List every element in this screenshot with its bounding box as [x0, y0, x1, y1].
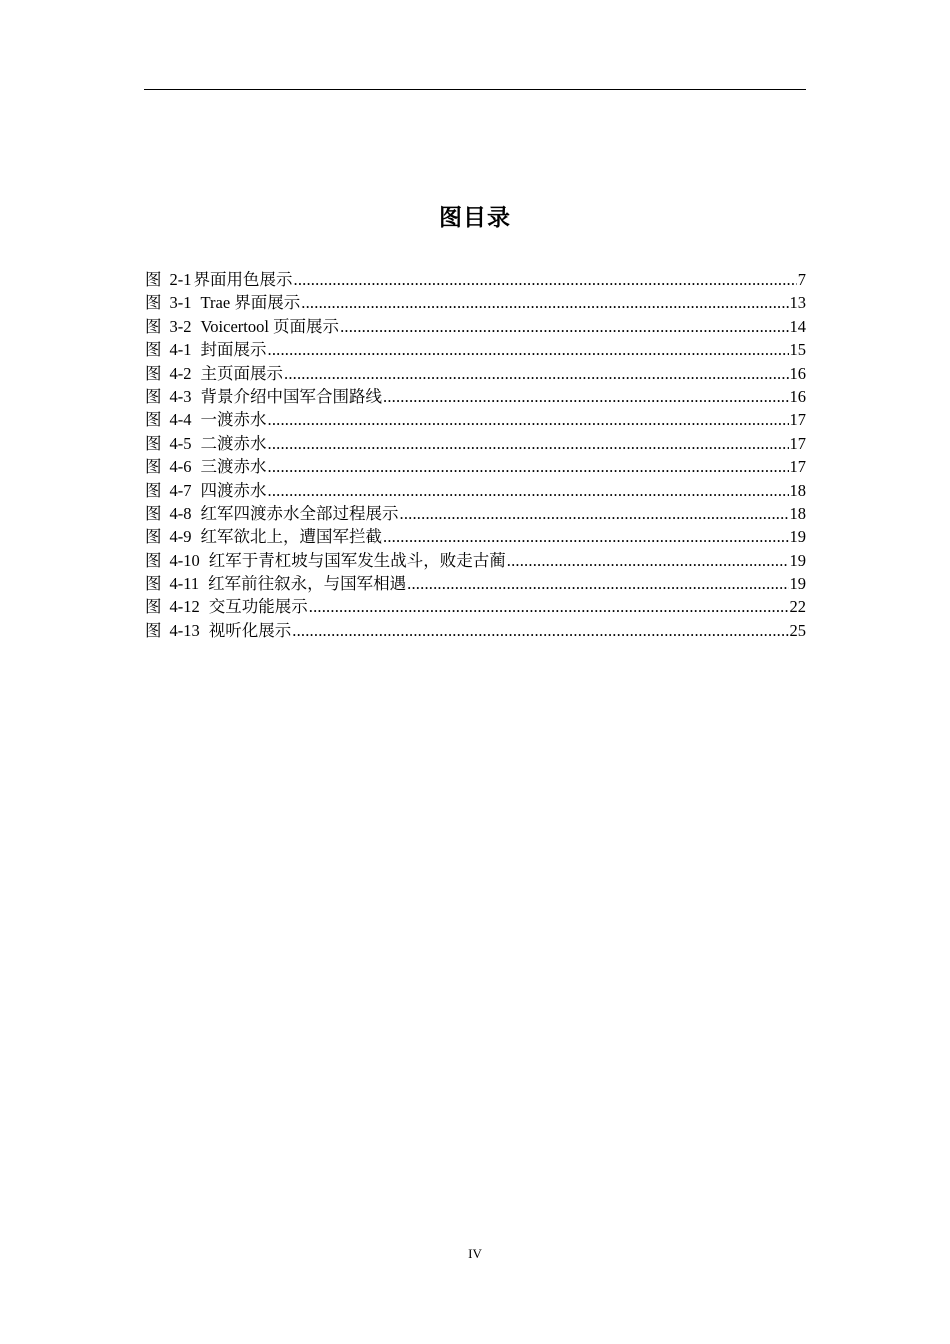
dot-leader	[340, 315, 788, 338]
dot-leader	[268, 455, 789, 478]
figure-page-number: 22	[789, 597, 806, 617]
figure-page-number: 17	[789, 410, 806, 430]
dot-leader	[309, 595, 789, 618]
figure-prefix: 图	[145, 316, 162, 336]
figure-number: 4-5	[169, 433, 192, 453]
figure-page-number: 16	[789, 363, 806, 383]
figure-prefix: 图	[145, 550, 162, 570]
figure-prefix: 图	[145, 457, 162, 477]
dot-leader	[383, 385, 789, 408]
figure-entry[interactable]	[145, 502, 806, 525]
dot-leader	[301, 291, 788, 314]
dot-leader	[268, 479, 789, 502]
page-number: IV	[468, 1246, 482, 1261]
figure-entry-label	[145, 572, 406, 595]
figure-page-number: 7	[797, 270, 806, 289]
figure-entry-label	[145, 385, 382, 408]
figure-caption: 视听化展示	[208, 620, 292, 640]
figure-caption: 背景介绍中国军合围路线	[200, 386, 382, 406]
figure-entry-label	[145, 525, 382, 548]
page-title: 图目录	[439, 205, 511, 231]
figure-entry-label	[145, 455, 267, 478]
figure-page-number: 25	[789, 620, 806, 640]
figure-entry-label	[145, 479, 267, 502]
dot-leader	[400, 502, 789, 525]
figure-entry-label	[145, 315, 339, 338]
dot-leader	[268, 338, 789, 361]
figure-entry[interactable]	[145, 549, 806, 572]
figure-caption: 三渡赤水	[200, 457, 267, 477]
figure-number: 3-2	[169, 316, 192, 336]
figure-entry[interactable]	[145, 362, 806, 385]
dot-leader	[294, 268, 797, 291]
dot-leader	[268, 408, 789, 431]
figure-entry[interactable]	[145, 385, 806, 408]
dot-leader	[507, 549, 789, 572]
figure-entry[interactable]	[145, 315, 806, 338]
figure-entry[interactable]	[145, 619, 806, 642]
dot-leader	[383, 525, 789, 548]
figure-prefix: 图	[145, 574, 162, 594]
figure-caption: 四渡赤水	[200, 480, 267, 500]
figure-prefix: 图	[145, 340, 162, 360]
dot-leader	[292, 619, 788, 642]
figure-list	[145, 268, 806, 642]
figure-prefix: 图	[145, 433, 162, 453]
figure-entry[interactable]	[145, 432, 806, 455]
figure-caption: Voicertool 页面展示	[200, 316, 340, 336]
figure-prefix: 图	[145, 410, 162, 430]
figure-caption: 红军四渡赤水全部过程展示	[200, 503, 399, 523]
figure-number: 4-8	[169, 503, 192, 523]
figure-caption: 主页面展示	[200, 363, 283, 383]
figure-page-number: 19	[789, 527, 806, 547]
dot-leader	[284, 362, 789, 385]
dot-leader	[268, 432, 789, 455]
figure-page-number: 17	[789, 457, 806, 477]
figure-prefix: 图	[145, 270, 162, 289]
figure-entry-label	[145, 291, 300, 314]
figure-entry[interactable]	[145, 525, 806, 548]
figure-number: 4-2	[169, 363, 192, 383]
figure-caption: 界面用色展示	[193, 270, 293, 289]
dot-leader	[407, 572, 788, 595]
figure-caption: 红军欲北上，遭国军拦截	[200, 527, 382, 547]
figure-number: 4-10	[169, 550, 200, 570]
figure-page-number: 16	[789, 386, 806, 406]
figure-number: 4-1	[169, 340, 192, 360]
figure-number: 4-6	[169, 457, 192, 477]
figure-page-number: 18	[789, 480, 806, 500]
figure-caption: 二渡赤水	[200, 433, 267, 453]
figure-prefix: 图	[145, 293, 162, 313]
figure-page-number: 14	[789, 316, 806, 336]
figure-entry[interactable]	[145, 268, 806, 291]
figure-number: 4-7	[169, 480, 192, 500]
figure-number: 4-3	[169, 386, 192, 406]
figure-number: 3-1	[169, 293, 192, 313]
figure-page-number: 18	[789, 503, 806, 523]
figure-entry[interactable]	[145, 408, 806, 431]
figure-entry-label	[145, 595, 308, 618]
figure-caption: 封面展示	[200, 340, 267, 360]
figure-page-number: 17	[789, 433, 806, 453]
figure-page-number: 15	[789, 340, 806, 360]
figure-entry[interactable]	[145, 455, 806, 478]
figure-caption: 一渡赤水	[200, 410, 267, 430]
figure-entry[interactable]	[145, 595, 806, 618]
figure-page-number: 13	[789, 293, 806, 313]
figure-entry[interactable]	[145, 338, 806, 361]
figure-prefix: 图	[145, 503, 162, 523]
figure-prefix: 图	[145, 527, 162, 547]
figure-prefix: 图	[145, 597, 162, 617]
figure-entry-label	[145, 432, 267, 455]
figure-prefix: 图	[145, 363, 162, 383]
figure-caption: Trae 界面展示	[200, 293, 301, 313]
figure-entry-label	[145, 502, 399, 525]
figure-caption: 交互功能展示	[208, 597, 308, 617]
figure-number: 2-1	[169, 270, 192, 289]
figure-number: 4-13	[169, 620, 200, 640]
figure-page-number: 19	[789, 574, 806, 594]
header-rule	[144, 89, 806, 90]
figure-caption: 红军于青杠坡与国军发生战斗，败走古蔺	[208, 550, 506, 570]
figure-number: 4-11	[169, 574, 200, 594]
figure-entry[interactable]	[145, 291, 806, 314]
figure-entry-label	[145, 338, 267, 361]
figure-number: 4-9	[169, 527, 192, 547]
figure-entry-label	[145, 268, 293, 291]
figure-entry-label	[145, 619, 291, 642]
figure-caption: 红军前往叙永，与国军相遇	[208, 574, 407, 594]
figure-entry[interactable]	[145, 479, 806, 502]
figure-number: 4-12	[169, 597, 200, 617]
figure-prefix: 图	[145, 620, 162, 640]
figure-entry-label	[145, 362, 283, 385]
figure-entry-label	[145, 408, 267, 431]
figure-number: 4-4	[169, 410, 192, 430]
figure-entry[interactable]	[145, 572, 806, 595]
figure-prefix: 图	[145, 480, 162, 500]
figure-page-number: 19	[789, 550, 806, 570]
figure-entry-label	[145, 549, 506, 572]
figure-prefix: 图	[145, 386, 162, 406]
